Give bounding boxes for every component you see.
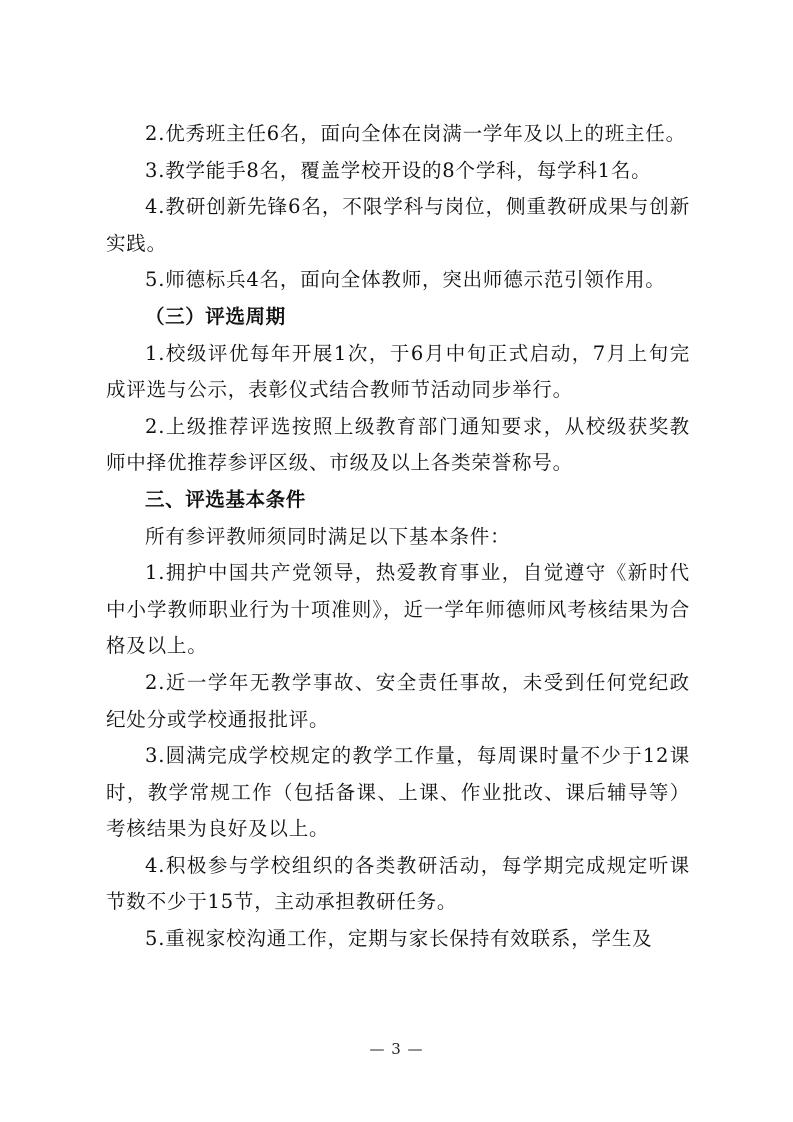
paragraph-teaching-expert-award: 3.教学能手8名，覆盖学校开设的8个学科，每学科1名。 [145,158,652,182]
paragraph-condition-1: 1.拥护中国共产党领导，热爱教育事业，自觉遵守《新时代中小学教师职业行为十项准则》，近一学年师德师风考核结果为合格及以上。 [106,561,690,658]
section-subheading-selection-cycle: （三）评选周期 [145,304,286,328]
paragraph-class-teacher-award: 2.优秀班主任6名，面向全体在岗满一学年及以上的班主任。 [145,122,686,145]
paragraph-condition-4: 4.积极参与学校组织的各类教研活动，每学期完成规定听课节数不少于15节，主动承担教研任务。 [106,853,690,914]
paragraph-condition-3: 3.圆满完成学校规定的教学工作量，每周课时量不少于12课时，教学常规工作（包括备课、上课、作业批改、课后辅导等）考核结果为良好及以上。 [106,744,690,841]
paragraph-school-level-cycle: 1.校级评优每年开展1次，于6月中旬正式启动，7月上旬完成评选与公示，表彰仪式结合教师节活动同步举行。 [106,341,690,402]
paragraph-condition-5: 5.重视家校沟通工作，定期与家长保持有效联系，学生及 [145,927,653,951]
page-number: — 3 — [369,1040,424,1058]
paragraph-conditions-intro: 所有参评教师须同时满足以下基本条件： [145,524,511,548]
paragraph-condition-2: 2.近一学年无教学事故、安全责任事故，未受到任何党纪政纪处分或学校通报批评。 [106,670,690,731]
paragraph-ethics-model-award: 5.师德标兵4名，面向全体教师，突出师德示范引领作用。 [145,268,666,292]
document-body [106,116,690,958]
paragraph-upper-level-recommendation: 2.上级推荐评选按照上级教育部门通知要求，从校级获奖教师中择优推荐参评区级、市级及以上各类荣誉称号。 [106,414,690,475]
section-heading-basic-conditions: 三、评选基本条件 [145,487,306,511]
paragraph-research-innovator-award: 4.教研创新先锋6名，不限学科与岗位，侧重教研成果与创新实践。 [106,195,690,255]
